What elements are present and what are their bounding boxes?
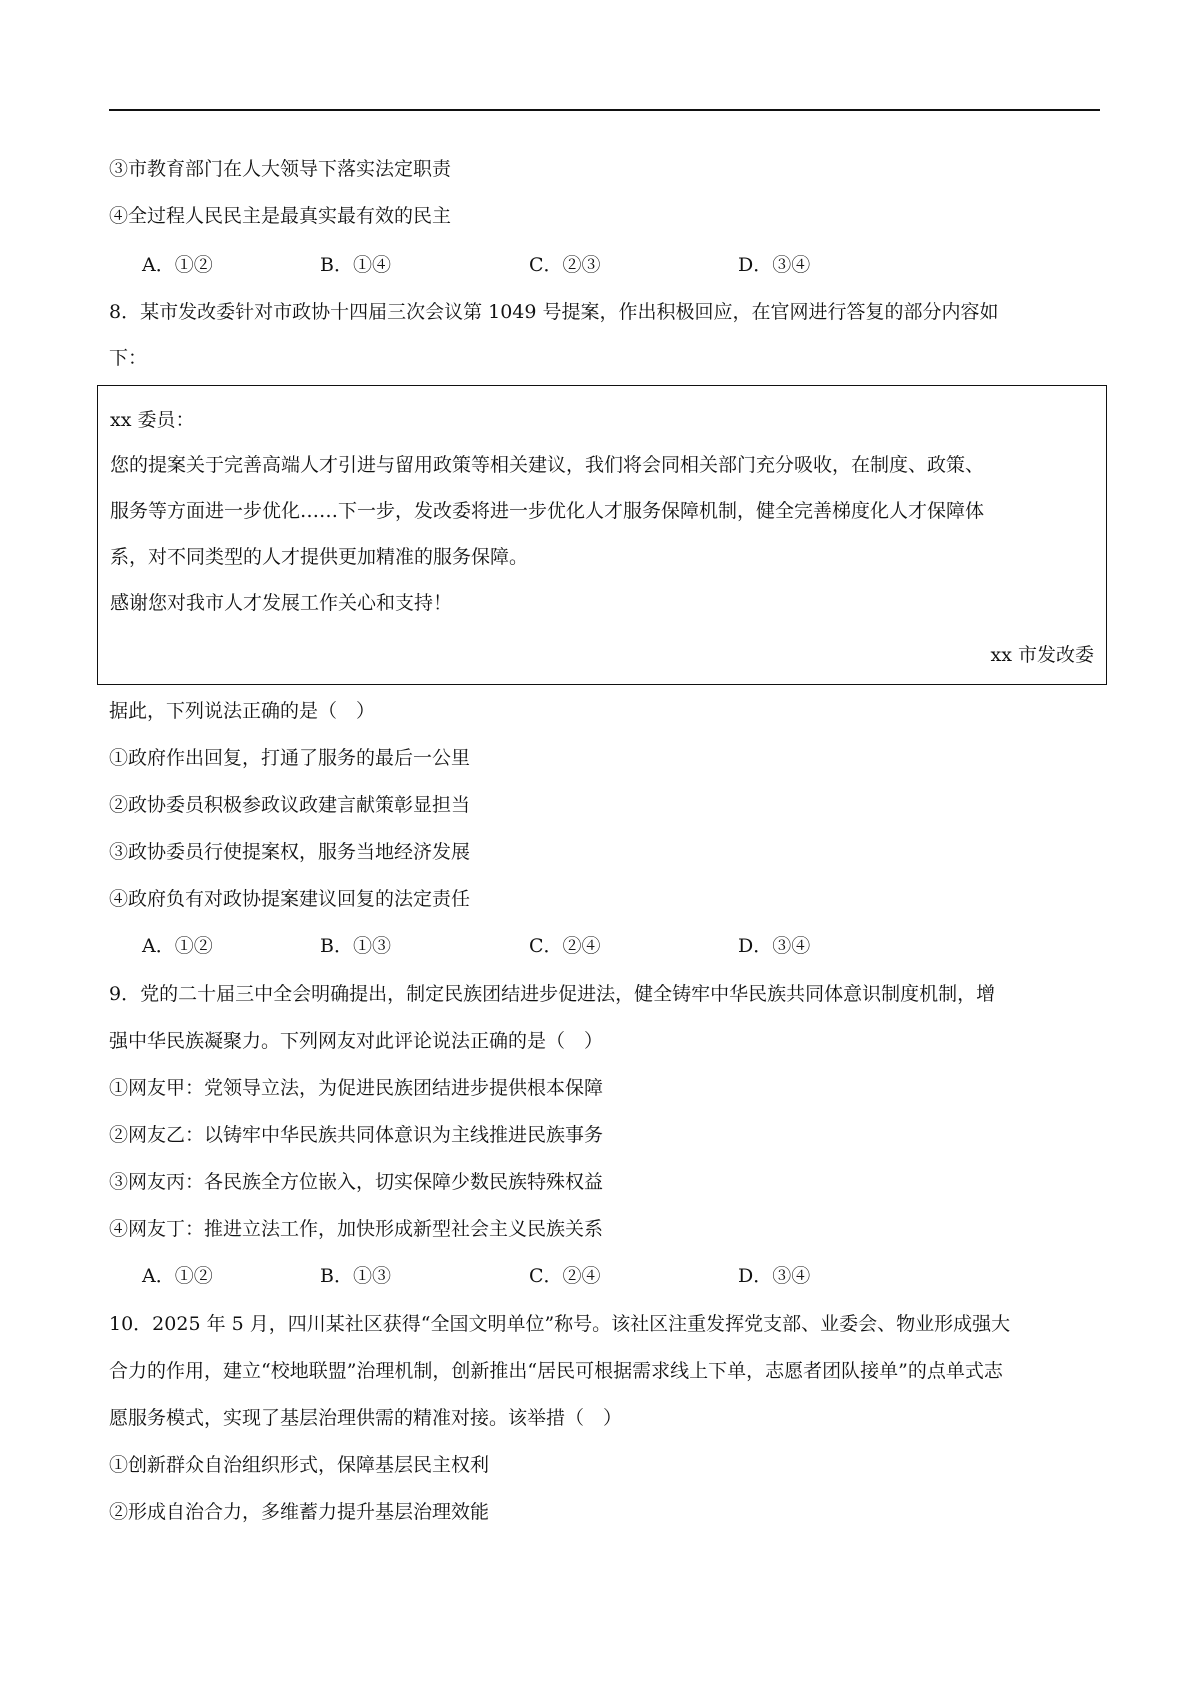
header-rule [109,109,1100,111]
q7-option-d[interactable]: D．③④ [738,254,811,276]
q8-stem-line-2: 下： [109,347,148,369]
q9-option-b[interactable]: B．①③ [320,1265,391,1287]
q7-item-3: ③市教育部门在人大领导下落实法定职责 [109,158,452,180]
q7-option-c[interactable]: C．②③ [529,254,601,276]
q10-stem-line-1: 10．2025 年 5 月，四川某社区获得“全国文明单位”称号。该社区注重发挥党支部、业委会、物业形成强大 [109,1313,1011,1335]
q8-stem-line-1: 8．某市发改委针对市政协十四届三次会议第 1049 号提案，作出积极回应，在官网进行答复的部分内容如 [109,301,999,323]
q8-item-4: ④政府负有对政协提案建议回复的法定责任 [109,888,471,910]
q7-option-a[interactable]: A．①② [142,254,213,276]
q8-item-1: ①政府作出回复，打通了服务的最后一公里 [109,747,471,769]
q7-item-4: ④全过程人民民主是最真实最有效的民主 [109,205,452,227]
q10-item-2: ②形成自治合力，多维蓄力提升基层治理效能 [109,1501,490,1523]
q8-item-3: ③政协委员行使提案权，服务当地经济发展 [109,841,471,863]
letter-thanks: 感谢您对我市人才发展工作关心和支持！ [110,592,453,614]
q9-item-1: ①网友甲：党领导立法，为促进民族团结进步提供根本保障 [109,1077,604,1099]
q9-options [142,1262,902,1290]
q10-item-1: ①创新群众自治组织形式，保障基层民主权利 [109,1454,490,1476]
letter-body-line-2: 服务等方面进一步优化……下一步，发改委将进一步优化人才服务保障机制，健全完善梯度化人才保障体 [110,500,985,522]
q8-letter-box [97,385,1107,685]
q9-stem-line-2: 强中华民族凝聚力。下列网友对此评论说法正确的是（ ） [109,1030,604,1052]
q9-item-4: ④网友丁：推进立法工作，加快形成新型社会主义民族关系 [109,1218,604,1240]
q9-stem-line-1: 9．党的二十届三中全会明确提出，制定民族团结进步促进法，健全铸牢中华民族共同体意识制度机制，增 [109,983,996,1005]
q9-option-d[interactable]: D．③④ [738,1265,811,1287]
letter-body-line-1: 您的提案关于完善高端人才引进与留用政策等相关建议，我们将会同相关部门充分吸收，在制度、政策、 [110,454,985,476]
q10-stem-line-2: 合力的作用，建立“校地联盟”治理机制，创新推出“居民可根据需求线上下单，志愿者团队接单”的点单式志 [109,1360,1003,1382]
q8-options [142,932,902,960]
q7-options [142,251,902,279]
q8-option-c[interactable]: C．②④ [529,935,601,957]
q9-option-a[interactable]: A．①② [142,1265,213,1287]
q8-option-a[interactable]: A．①② [142,935,213,957]
q8-item-2: ②政协委员积极参政议政建言献策彰显担当 [109,794,471,816]
q9-item-3: ③网友丙：各民族全方位嵌入，切实保障少数民族特殊权益 [109,1171,604,1193]
letter-signature: xx 市发改委 [990,644,1094,666]
letter-body-line-3: 系，对不同类型的人才提供更加精准的服务保障。 [110,546,529,568]
q8-question: 据此，下列说法正确的是（ ） [109,700,376,722]
q10-stem-line-3: 愿服务模式，实现了基层治理供需的精准对接。该举措（ ） [109,1407,623,1429]
q7-option-b[interactable]: B．①④ [320,254,391,276]
q9-option-c[interactable]: C．②④ [529,1265,601,1287]
letter-salutation: xx 委员： [110,409,195,431]
q8-option-b[interactable]: B．①③ [320,935,391,957]
q9-item-2: ②网友乙：以铸牢中华民族共同体意识为主线推进民族事务 [109,1124,604,1146]
q8-option-d[interactable]: D．③④ [738,935,811,957]
